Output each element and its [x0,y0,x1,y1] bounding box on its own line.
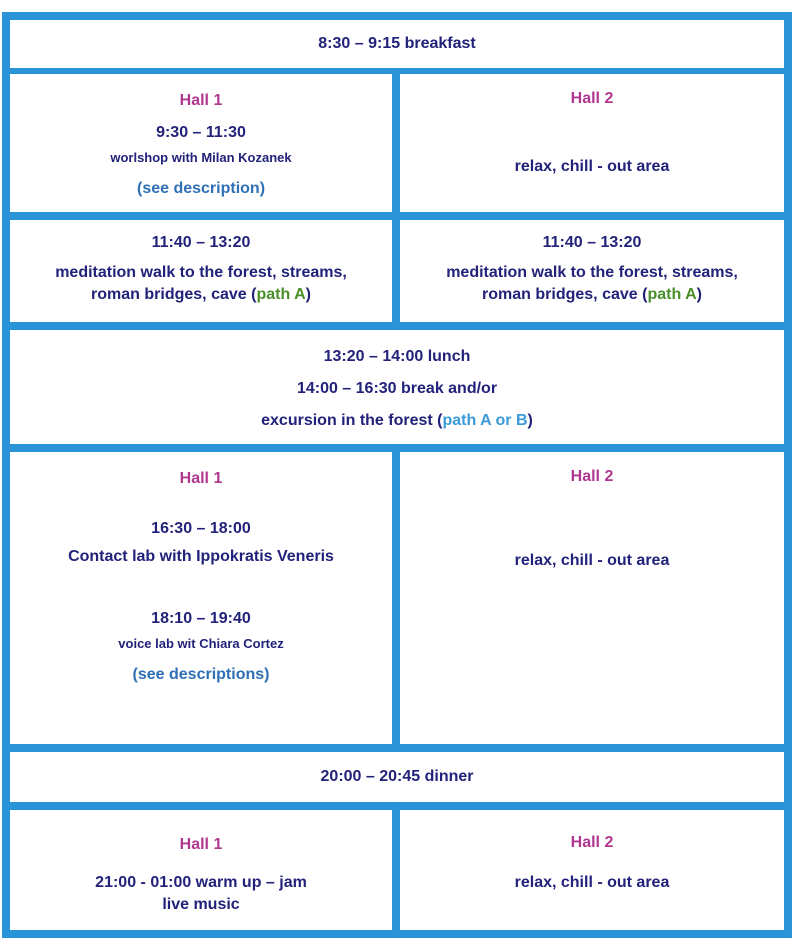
hall-label: Hall 1 [179,92,223,109]
block3-hall1-cell [8,808,394,932]
session-time: 18:10 – 19:40 [151,610,251,627]
walk-line2: roman bridges, cave (path A) [482,286,702,303]
path-label: path A [647,286,697,303]
lunch-text: 13:20 – 14:00 lunch [323,348,471,365]
walk-line1: meditation walk to the forest, streams, [446,264,738,281]
break-text: 14:00 – 16:30 break and/or [296,380,498,397]
block3-hall2-cell [398,808,786,932]
walk-left-cell [8,218,394,324]
session-time: 11:40 – 13:20 [151,234,251,251]
dinner-row [8,750,786,804]
hall-label: Hall 2 [570,834,614,851]
session-time: 9:30 – 11:30 [156,124,246,141]
path-label: path A or B [442,412,528,429]
block1-hall2-cell [398,72,786,214]
session-activity: relax, chill - out area [514,552,670,569]
breakfast-text: 8:30 – 9:15 breakfast [318,35,476,52]
see-description-link[interactable]: (see description) [136,180,266,197]
hall-label: Hall 1 [179,470,223,487]
session-time: 11:40 – 13:20 [542,234,642,251]
excursion-text: excursion in the forest (path A or B) [261,412,533,429]
midday-row [8,328,786,446]
session-activity: Contact lab with Ippokratis Veneris [68,548,334,565]
dinner-text: 20:00 – 20:45 dinner [320,768,474,785]
see-descriptions-link[interactable]: (see descriptions) [132,666,270,683]
session-activity: 21:00 - 01:00 warm up – jam [95,874,307,891]
hall-label: Hall 1 [179,836,223,853]
session-activity: relax, chill - out area [514,158,670,175]
walk-line2: roman bridges, cave (path A) [91,286,311,303]
session-activity: worlshop with Milan Kozanek [110,150,292,165]
hall-label: Hall 2 [570,468,614,485]
block2-hall1-cell [8,450,394,746]
block1-hall1-cell [8,72,394,214]
session-time: 16:30 – 18:00 [151,520,251,537]
walk-right-cell [398,218,786,324]
session-activity-line2: live music [162,896,240,913]
breakfast-row [8,18,786,70]
hall-label: Hall 2 [570,90,614,107]
session-activity: relax, chill - out area [514,874,670,891]
session-activity: voice lab wit Chiara Cortez [118,636,284,651]
walk-line1: meditation walk to the forest, streams, [55,264,347,281]
path-label: path A [256,286,306,303]
block2-hall2-cell [398,450,786,746]
